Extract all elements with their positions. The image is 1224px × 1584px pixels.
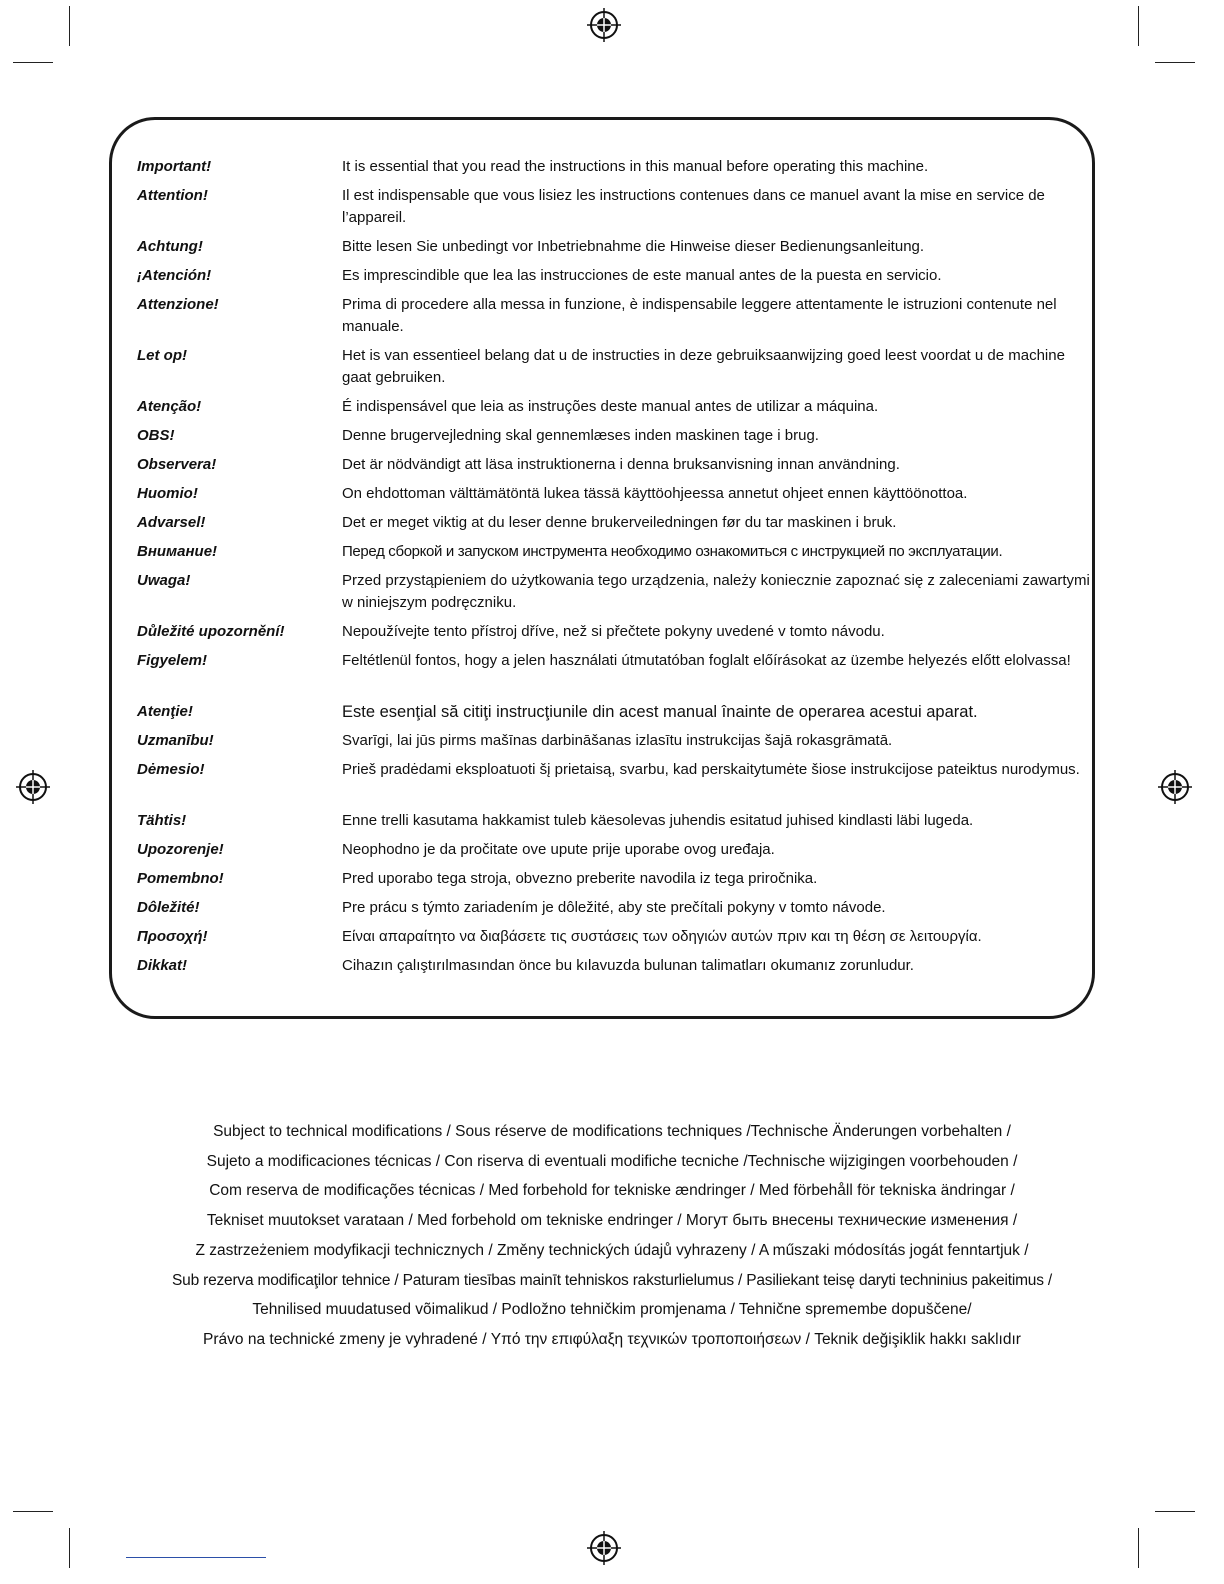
crop-mark [1155, 62, 1195, 63]
warning-label: Důležité upozornění! [137, 623, 285, 640]
warning-label: Let op! [137, 347, 187, 364]
warning-label: Dėmesio! [137, 761, 205, 778]
warning-label: Atenção! [137, 398, 202, 415]
warning-label: Προσοχή! [137, 928, 208, 945]
crop-mark [13, 62, 53, 63]
warning-text: Prieš pradėdami eksploatuoti šį prietaisą, svarbu, kad perskaitytumėte šiose instrukcijose pateiktus nurodymus. [342, 761, 1080, 778]
crop-mark [13, 1511, 53, 1512]
warning-label: Pomembno! [137, 870, 224, 887]
footer-line: Tekniset muutokset varataan / Med forbehold om tekniske endringer / Могут быть внесены технические изменения / [206, 1212, 1018, 1230]
warning-label: Huomio! [137, 485, 198, 502]
warning-label: Attenzione! [137, 296, 219, 313]
warning-label: Uzmanību! [137, 732, 214, 749]
warning-label: Upozorenje! [137, 841, 224, 858]
registration-mark-icon [587, 8, 621, 42]
crop-mark [69, 1528, 70, 1568]
warning-label: Dôležité! [137, 899, 200, 916]
warning-text: Перед сборкой и запуском инструмента необходимо ознакомиться с инструкцией по эксплуатации. [342, 543, 1003, 560]
registration-mark-icon [587, 1531, 621, 1565]
warning-text: Det är nödvändigt att läsa instruktionerna i denna bruksanvisning innan användning. [342, 456, 900, 473]
footer-line: Subject to technical modifications / Sous réserve de modifications techniques /Technische Änderungen vorbehalten / [213, 1123, 1011, 1140]
footer-line: Sujeto a modificaciones técnicas / Con riserva di eventuali modifiche tecniche /Technische wijzigingen voorbehouden / [206, 1152, 1018, 1170]
warning-text: Denne brugervejledning skal gennemlæses inden maskinen tage i brug. [342, 427, 819, 444]
warning-label: Atenţie! [137, 703, 193, 720]
warning-label: Achtung! [137, 238, 203, 255]
warning-label: Tähtis! [137, 812, 187, 829]
warning-text: Bitte lesen Sie unbedingt vor Inbetriebnahme die Hinweise dieser Bedienungsanleitung. [342, 238, 925, 255]
warning-label: OBS! [137, 427, 175, 444]
warning-label: Внимание! [137, 543, 218, 560]
warning-text: Cihazın çalıştırılmasından önce bu kılavuzda bulunan talimatları okumanız zorunludur. [342, 957, 914, 974]
warning-label: Observera! [137, 456, 217, 473]
footer-line: Tehnilised muudatused võimalikud / Podložno tehničkim promjenama / Tehnične spremembe dopuščene/ [252, 1301, 972, 1319]
warning-label: Uwaga! [137, 572, 191, 589]
warning-text: Il est indispensable que vous lisiez les instructions contenues dans ce manuel avant la mise en service de l’appareil. [342, 187, 1045, 226]
warning-label: ¡Atención! [137, 267, 212, 284]
crop-mark [1138, 6, 1139, 46]
crop-mark [1138, 1528, 1139, 1568]
warning-label: Important! [137, 158, 212, 175]
bottom-rule [126, 1557, 266, 1558]
warning-text: Είναι απαραίτητο να διαβάσετε τις συστάσεις των οδηγιών αυτών πριν και τη θέση σε λειτουργία. [342, 928, 982, 945]
warning-label: Advarsel! [137, 514, 206, 531]
warning-text: On ehdottoman välttämätöntä lukea tässä käyttöohjeessa annetut ohjeet ennen käyttöönottoa. [342, 485, 968, 502]
warning-text: Det er meget viktig at du leser denne brukerveiledningen før du tar maskinen i bruk. [342, 514, 897, 531]
crop-mark [1155, 1511, 1195, 1512]
warning-text: Svarīgi, lai jūs pirms mašīnas darbināšanas izlasītu instrukcijas šajā rokasgrāmatā. [342, 732, 893, 749]
warning-text: Pre prácu s týmto zariadením je dôležité, aby ste prečítali pokyny v tomto návode. [342, 899, 886, 916]
footer-line: Com reserva de modificações técnicas / Med forbehold for tekniske ændringer / Med förbehåll för tekniska ändringar / [209, 1182, 1015, 1200]
warning-label: Figyelem! [137, 652, 208, 669]
warning-text: It is essential that you read the instructions in this manual before operating this machine. [342, 158, 929, 175]
warning-text: Nepoužívejte tento přístroj dříve, než si přečtete pokyny uvedené v tomto návodu. [342, 623, 885, 640]
warning-text: É indispensável que leia as instruções deste manual antes de utilizar a máquina. [342, 398, 879, 415]
warning-text: Feltétlenül fontos, hogy a jelen használati útmutatóban foglalt előírásokat az üzembe helyezés előtt elolvassa! [342, 652, 1071, 669]
warning-text: Przed przystąpieniem do użytkowania tego urządzenia, należy koniecznie zapoznać się z zaleceniami zawartymi w niniejszym podręczniku. [342, 572, 1090, 611]
warning-label: Attention! [137, 187, 208, 204]
warning-text: Es imprescindible que lea las instrucciones de este manual antes de la puesta en servicio. [342, 267, 942, 284]
warning-text: Pred uporabo tega stroja, obvezno preberite navodila iz tega priročnika. [342, 870, 818, 887]
footer-line: Právo na technické zmeny je vyhradené / Υπό την επιφύλαξη τεχνικών τροποποιήσεων / Teknik değişiklik hakkı saklıdır [203, 1330, 1021, 1348]
crop-mark [69, 6, 70, 46]
warning-text: Het is van essentieel belang dat u de instructies in deze gebruiksaanwijzing goed leest voordat u de machine gaat gebruiken. [342, 347, 1065, 386]
warning-text: Neophodno je da pročitate ove upute prije uporabe ovog uređaja. [342, 841, 775, 858]
footer-line: Z zastrzeżeniem modyfikacji technicznych / Změny technických údajů vyhrazeny / A műszaki módosítás jogát fenntartjuk / [195, 1241, 1029, 1259]
registration-mark-icon [1158, 770, 1192, 804]
footer-line: Sub rezerva modificaţilor tehnice / Paturam tiesības mainīt tehniskos raksturlielumus / Pasiliekant teisę daryti techninius pakeitimus / [172, 1271, 1052, 1289]
warning-text: Prima di procedere alla messa in funzione, è indispensabile leggere attentamente le istruzioni contenute nel manuale. [342, 296, 1057, 335]
warning-label: Dikkat! [137, 957, 188, 974]
registration-mark-icon [16, 770, 50, 804]
warning-text: Este esenţial să citiţi instrucţiunile din acest manual înainte de operarea acestui aparat. [342, 703, 978, 721]
technical-modifications-notice [100, 1117, 1124, 1355]
warning-text: Enne trelli kasutama hakkamist tuleb käesolevas juhendis esitatud juhised kindlasti läbi lugeda. [342, 812, 974, 829]
